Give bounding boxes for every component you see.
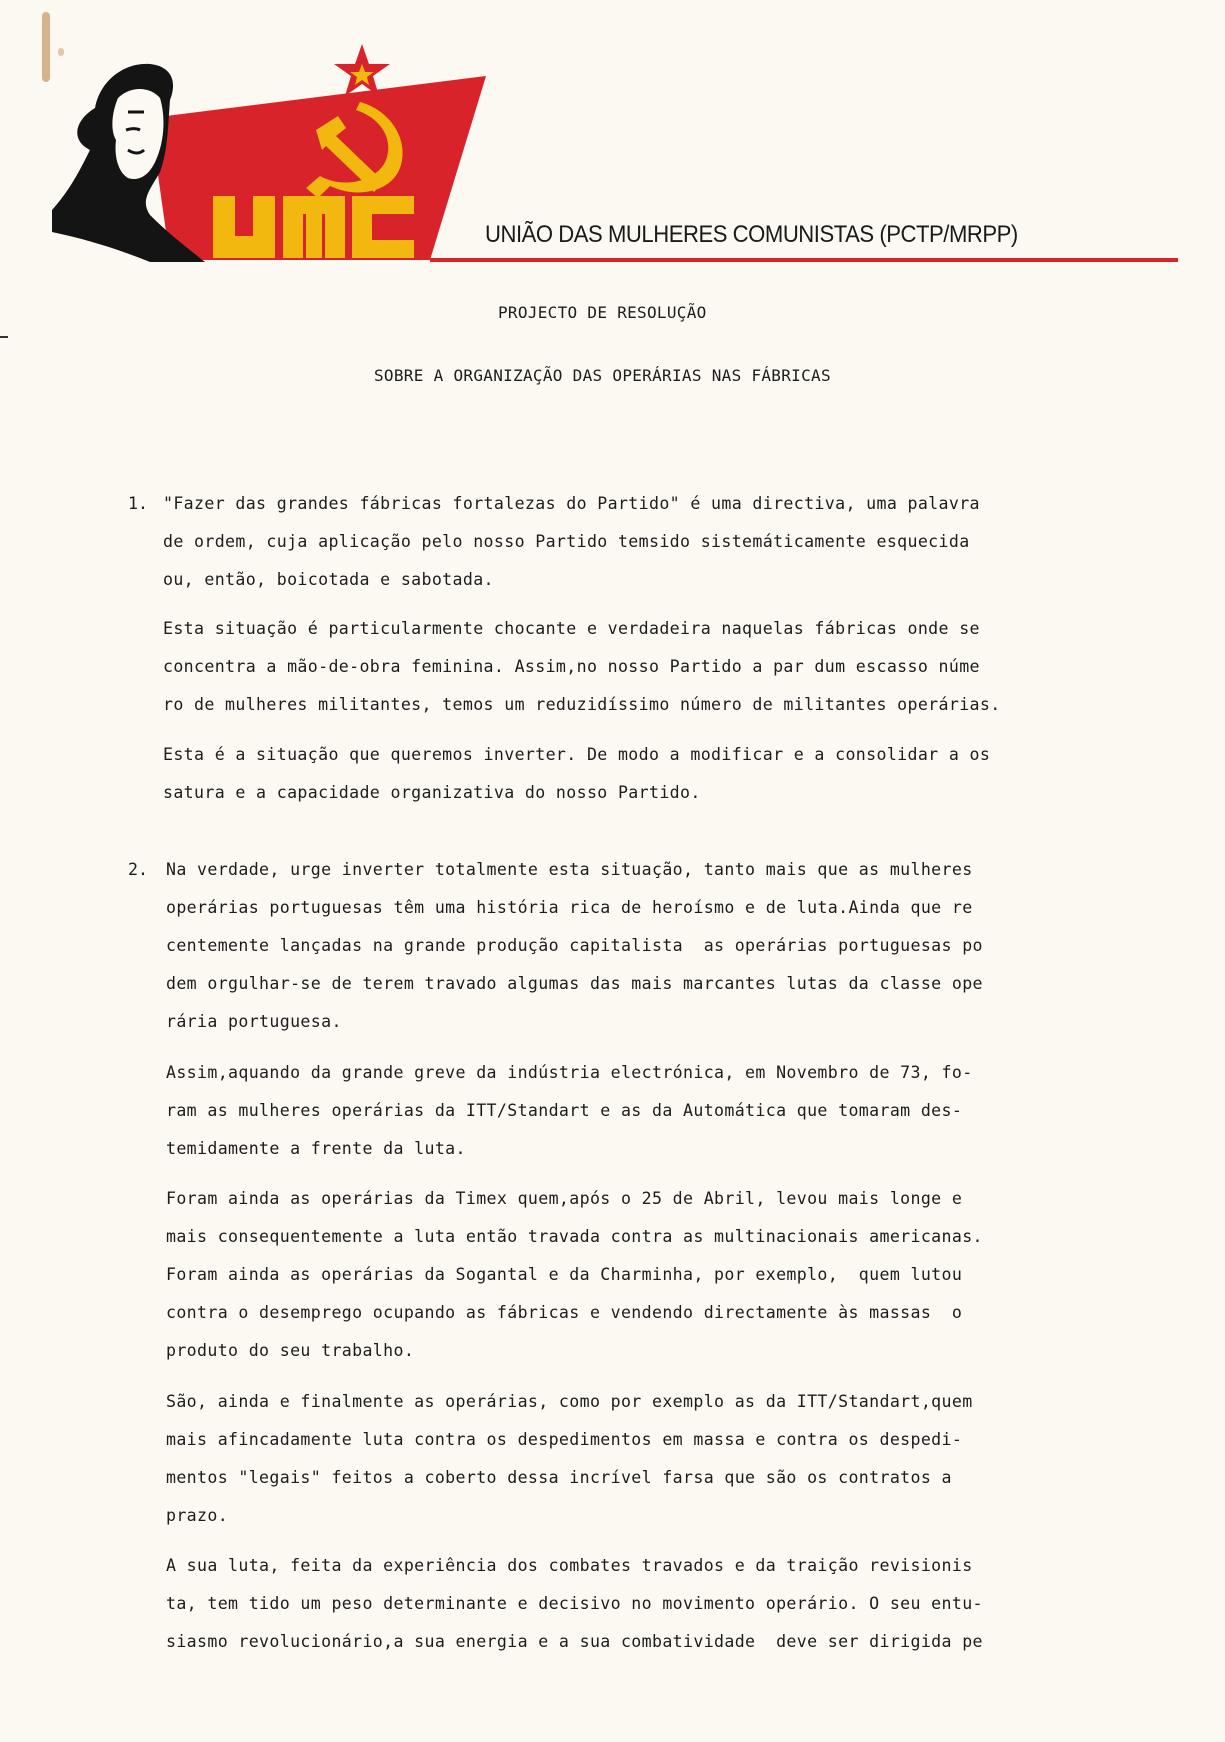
header-rule <box>430 258 1178 262</box>
text-line: Esta situação é particularmente chocante e verdadeira naquelas fábricas onde se <box>163 619 980 638</box>
text-line: produto do seu trabalho. <box>166 1341 415 1360</box>
text-line: dem orgulhar-se de terem travado algumas das mais marcantes lutas da classe ope <box>166 974 983 993</box>
text-line: mais afincadamente luta contra os despedimentos em massa e contra os despedi- <box>166 1430 963 1449</box>
text-line: mentos "legais" feitos a coberto dessa incrível farsa que são os contratos a <box>166 1468 952 1487</box>
text-line: satura e a capacidade organizativa do nosso Partido. <box>163 783 701 802</box>
text-line: rária portuguesa. <box>166 1012 342 1031</box>
text-line: Assim,aquando da grande greve da indústria electrónica, em Novembro de 73, fo- <box>166 1063 973 1082</box>
text-line: Foram ainda as operárias da Timex quem,após o 25 de Abril, levou mais longe e <box>166 1189 963 1208</box>
text-line: prazo. <box>166 1506 229 1525</box>
text-line: ro de mulheres militantes, temos um reduzidíssimo número de militantes operárias. <box>163 695 1001 714</box>
section-number: 1. <box>128 494 148 513</box>
text-line: Na verdade, urge inverter totalmente esta situação, tanto mais que as mulheres <box>166 860 973 879</box>
text-line: contra o desemprego ocupando as fábricas e vendendo directamente às massas o <box>166 1303 963 1322</box>
text-line: Esta é a situação que queremos inverter. De modo a modificar e a consolidar a os <box>163 745 991 764</box>
umc-logo <box>0 0 500 270</box>
text-line: ram as mulheres operárias da ITT/Standart e as da Automática que tomaram des- <box>166 1101 963 1120</box>
text-line: "Fazer das grandes fábricas fortalezas do Partido" é uma directiva, uma palavra <box>163 494 980 513</box>
text-line: Foram ainda as operárias da Sogantal e da Charminha, por exemplo, quem lutou <box>166 1265 963 1284</box>
organization-name: UNIÃO DAS MULHERES COMUNISTAS (PCTP/MRPP) <box>485 221 1018 248</box>
text-line: concentra a mão-de-obra feminina. Assim,no nosso Partido a par dum escasso núme <box>163 657 980 676</box>
text-line: siasmo revolucionário,a sua energia e a sua combatividade deve ser dirigida pe <box>166 1632 983 1651</box>
text-line: temidamente a frente da luta. <box>166 1139 466 1158</box>
text-line: mais consequentemente a luta então travada contra as multinacionais americanas. <box>166 1227 983 1246</box>
document-subtitle: SOBRE A ORGANIZAÇÃO DAS OPERÁRIAS NAS FÁBRICAS <box>374 366 831 385</box>
section-number: 2. <box>128 860 148 879</box>
text-line: São, ainda e finalmente as operárias, como por exemplo as da ITT/Standart,quem <box>166 1392 973 1411</box>
document-title: PROJECTO DE RESOLUÇÃO <box>498 303 707 322</box>
text-line: ta, tem tido um peso determinante e decisivo no movimento operário. O seu entu- <box>166 1594 983 1613</box>
text-line: ou, então, boicotada e sabotada. <box>163 570 494 589</box>
margin-mark <box>0 336 8 338</box>
text-line: operárias portuguesas têm uma história rica de heroísmo e de luta.Ainda que re <box>166 898 973 917</box>
text-line: centemente lançadas na grande produção capitalista as operárias portuguesas po <box>166 936 983 955</box>
text-line: A sua luta, feita da experiência dos combates travados e da traição revisionis <box>166 1556 973 1575</box>
text-line: de ordem, cuja aplicação pelo nosso Partido temsido sistemáticamente esquecida <box>163 532 970 551</box>
